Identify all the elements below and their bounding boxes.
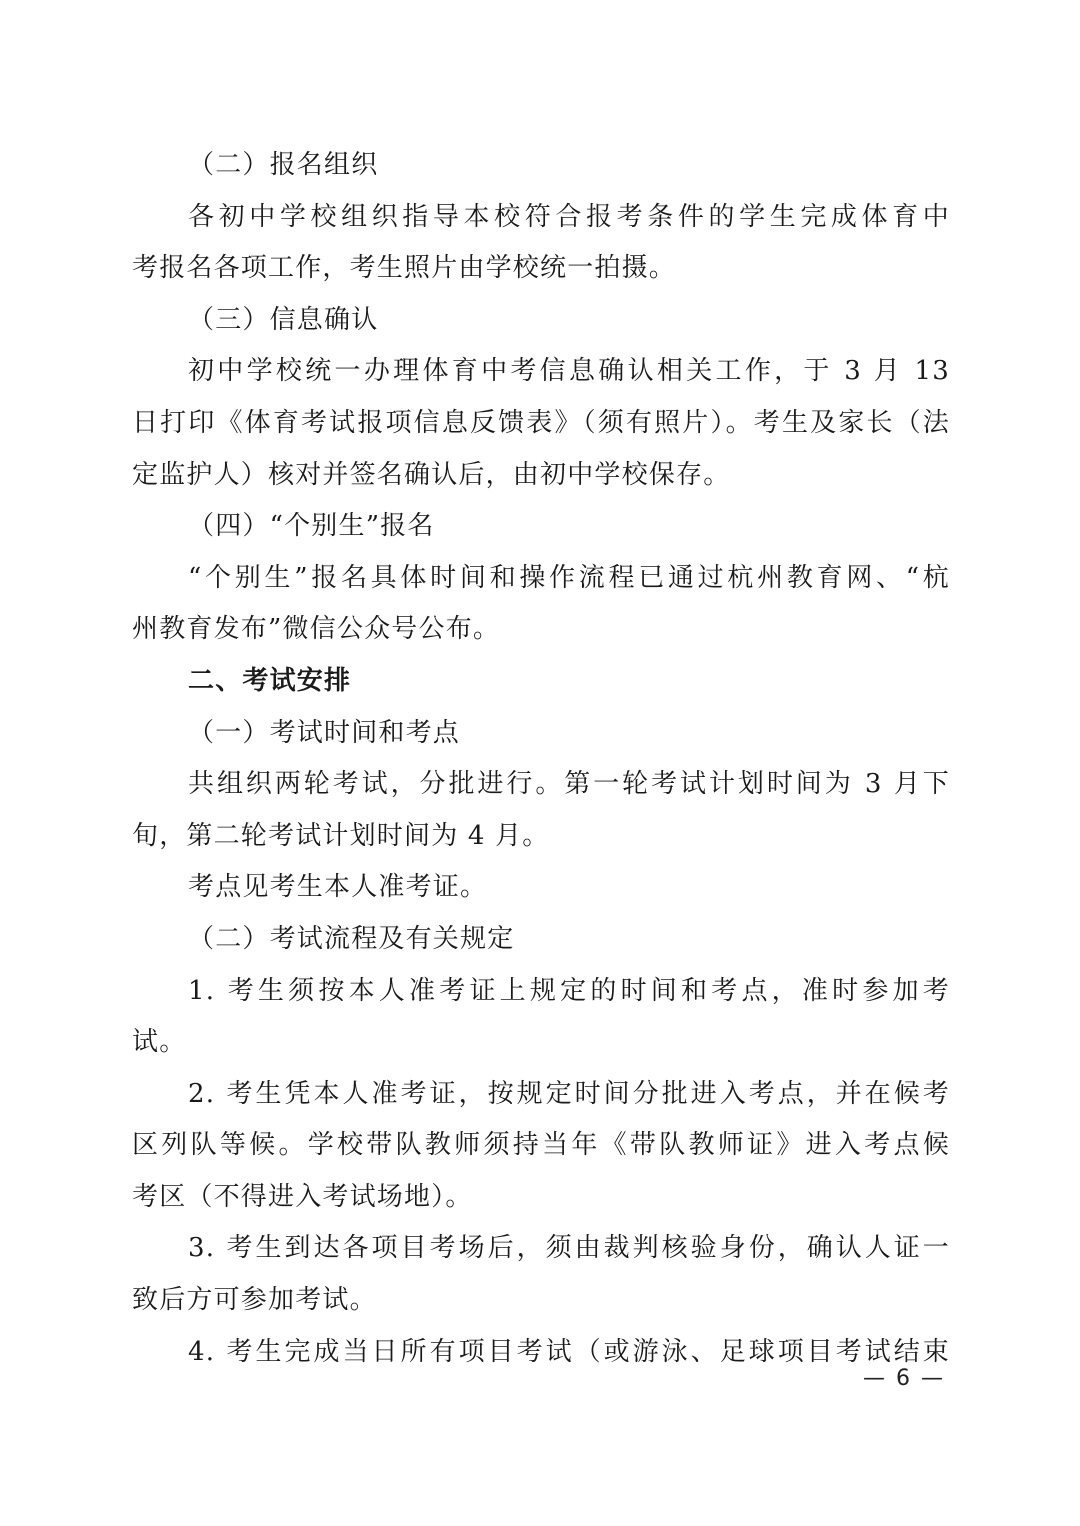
paragraph-line: 试。 bbox=[132, 1027, 187, 1058]
paragraph-line: 旬，第二轮考试计划时间为 4 月。 bbox=[132, 820, 550, 851]
paragraph-line: 2. 考生凭本人准考证，按规定时间分批进入考点，并在候考 bbox=[188, 1078, 950, 1109]
paragraph-line: 4. 考生完成当日所有项目考试（或游泳、足球项目考试结束 bbox=[188, 1336, 950, 1367]
paragraph-line: 3. 考生到达各项目考场后，须由裁判核验身份，确认人证一 bbox=[188, 1233, 950, 1264]
paragraph-line: 日打印《体育考试报项信息反馈表》（须有照片）。考生及家长（法 bbox=[132, 407, 950, 438]
paragraph-line: 考报名各项工作，考生照片由学校统一拍摄。 bbox=[132, 253, 677, 284]
paragraph-line: 致后方可参加考试。 bbox=[132, 1285, 377, 1316]
subheading-registration-organization: （二）报名组织 bbox=[188, 150, 379, 180]
paragraph-registration-organization bbox=[132, 192, 950, 295]
rule-item-2 bbox=[132, 1069, 950, 1224]
rule-item-1 bbox=[132, 966, 950, 1069]
paragraph-line: 州教育发布”微信公众号公布。 bbox=[132, 614, 501, 645]
subheading-exam-time-location: （一）考试时间和考点 bbox=[188, 717, 461, 748]
paragraph-line: 1. 考生须按本人准考证上规定的时间和考点，准时参加考 bbox=[188, 975, 950, 1006]
document-page bbox=[132, 140, 950, 1378]
paragraph-info-confirmation bbox=[132, 346, 950, 501]
paragraph-line: 定监护人）核对并签名确认后，由初中学校保存。 bbox=[132, 459, 731, 490]
rule-item-4 bbox=[132, 1327, 950, 1379]
paragraph-line: “个别生”报名具体时间和操作流程已通过杭州教育网、“杭 bbox=[188, 562, 950, 593]
paragraph-exam-time bbox=[132, 759, 950, 862]
paragraph-line: 各初中学校组织指导本校符合报考条件的学生完成体育中 bbox=[188, 201, 950, 232]
paragraph-line: 考点见考生本人准考证。 bbox=[188, 872, 488, 903]
subheading-info-confirmation: （三）信息确认 bbox=[188, 304, 379, 335]
paragraph-line: 区列队等候。学校带队教师须持当年《带队教师证》进入考点候 bbox=[132, 1130, 950, 1161]
page-number: — 6 — bbox=[863, 1366, 945, 1391]
paragraph-individual-students bbox=[132, 553, 950, 656]
paragraph-line: 考区（不得进入考试场地）。 bbox=[132, 1181, 473, 1212]
subheading-exam-process: （二）考试流程及有关规定 bbox=[188, 923, 515, 954]
paragraph-line: 初中学校统一办理体育中考信息确认相关工作，于 3 月 13 bbox=[188, 356, 950, 387]
paragraph-line: 共组织两轮考试，分批进行。第一轮考试计划时间为 3 月下 bbox=[188, 769, 950, 800]
rule-item-3 bbox=[132, 1223, 950, 1326]
paragraph-exam-location bbox=[132, 862, 950, 914]
heading-exam-arrangement: 二、考试安排 bbox=[188, 665, 352, 696]
subheading-individual-students: （四）“个别生”报名 bbox=[188, 511, 435, 542]
